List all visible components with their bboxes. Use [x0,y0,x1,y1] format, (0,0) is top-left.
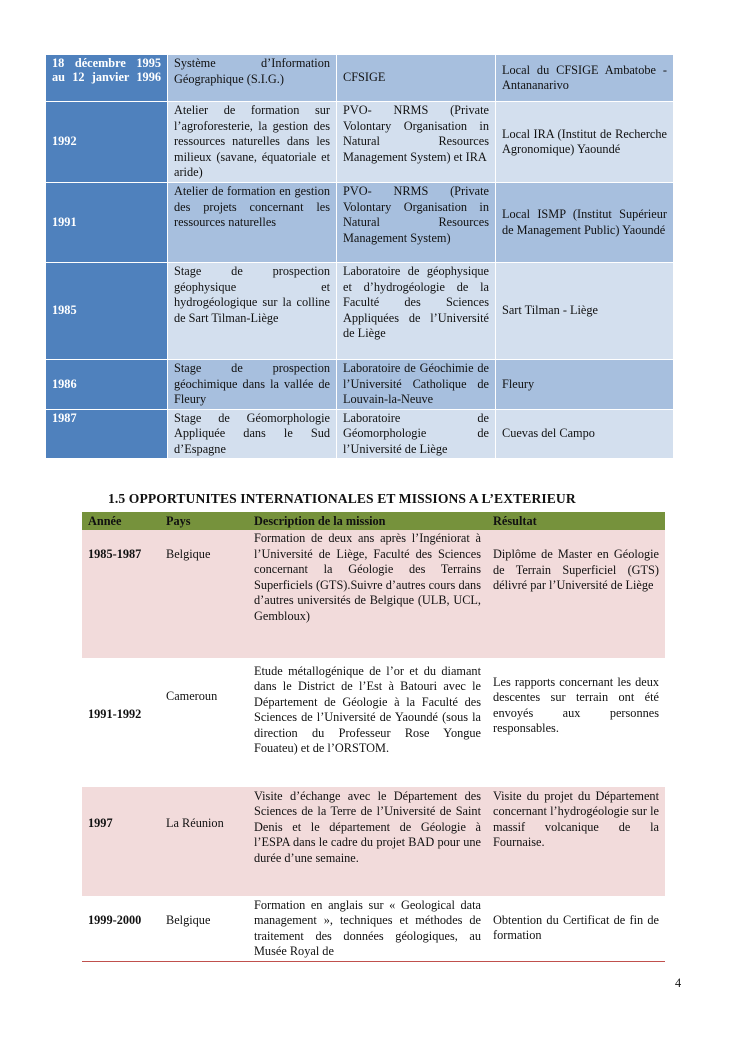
row-activity: Stage de Géomorphologie Appliquée dans le Sud d’Espagne [168,409,337,459]
row-country: La Réunion [160,786,248,896]
row-place: Local IRA (Institut de Recherche Agronomique) Yaoundé [496,102,674,183]
row-year: 1991-1992 [82,658,160,786]
section-heading: 1.5 OPPORTUNITES INTERNATIONALES ET MISSIONS A L’EXTERIEUR [108,491,576,506]
row-result: Diplôme de Master en Géologie de Terrain Superficiel (GTS) délivré par l’Université de Liège [487,530,665,658]
table-row [46,102,674,183]
table-row [46,409,674,459]
row-result: Obtention du Certificat de fin de formation [487,896,665,961]
row-year: 1997 [82,786,160,896]
header-description: Description de la mission [248,512,487,530]
row-result: Les rapports concernant les deux descentes sur terrain ont été envoyés aux personnes responsables. [487,658,665,786]
row-org: Laboratoire de Géochimie de l’Université Catholique de Louvain-la-Neuve [337,360,496,410]
row-place: Sart Tilman - Liège [496,263,674,360]
row-place: Local ISMP (Institut Supérieur de Management Public) Yaoundé [496,183,674,263]
table-row [46,183,674,263]
row-year: 1999-2000 [82,896,160,961]
page-number: 4 [675,976,682,990]
row-date: 18 décembre 1995 au 12 janvier 1996 [46,55,168,102]
row-org: PVO- NRMS (Private Volontary Organisation in Natural Resources Management System) et IRA [337,102,496,183]
row-year: 1985-1987 [82,530,160,658]
row-country: Belgique [160,530,248,658]
row-country: Belgique [160,896,248,961]
row-result: Visite du projet du Département concernant l’hydrogéologie sur le massif volcanique de la Fournaise. [487,786,665,896]
table-row [82,530,665,658]
table-row [46,55,674,102]
header-country: Pays [160,512,248,530]
row-date: 1991 [46,183,168,263]
row-date: 1985 [46,263,168,360]
missions-table [82,512,665,962]
row-org: Laboratoire de géophysique et d’hydrogéologie de la Faculté des Sciences Appliquées de l’Université de Liège [337,263,496,360]
row-org: Laboratoire de Géomorphologie de l’Université de Liège [337,409,496,459]
table-row [82,896,665,961]
row-place: Cuevas del Campo [496,409,674,459]
row-activity: Atelier de formation en gestion des projets concernant les ressources naturelles [168,183,337,263]
row-date: 1992 [46,102,168,183]
table-row [46,263,674,360]
table-header-row [82,512,665,530]
header-result: Résultat [487,512,665,530]
training-table [45,54,674,459]
row-place: Fleury [496,360,674,410]
row-place: Local du CFSIGE Ambatobe - Antananarivo [496,55,674,102]
row-date: 1986 [46,360,168,410]
row-activity: Stage de prospection géochimique dans la vallée de Fleury [168,360,337,410]
table-row [82,786,665,896]
header-year: Année [82,512,160,530]
row-org: PVO- NRMS (Private Volontary Organisation in Natural Resources Management System) [337,183,496,263]
row-description: Etude métallogénique de l’or et du diamant dans le District de l’Est à Batouri avec le Département de Géologie à la Faculté des Sciences de l’Université de Yaoundé (sous la direction du Professeur Rose Yongue Fouateu) et de l’ORSTOM. [248,658,487,786]
table-row [46,360,674,410]
row-org: CFSIGE [337,55,496,102]
row-activity: Atelier de formation sur l’agroforesterie, la gestion des ressources naturelles dans les milieux (savane, équatoriale et aride) [168,102,337,183]
row-date: 1987 [46,409,168,459]
row-activity: Stage de prospection géophysique et hydrogéologique sur la colline de Sart Tilman-Liège [168,263,337,360]
row-description: Formation en anglais sur « Geological data management », techniques et méthodes de traitement des données géologiques, au Musée Royal de [248,896,487,961]
row-activity: Système d’Information Géographique (S.I.G.) [168,55,337,102]
table-row [82,658,665,786]
row-description: Visite d’échange avec le Département des Sciences de la Terre de l’Université de Saint Denis et le département de Géologie à l’ESPA dans le cadre du projet BAD pour une durée d’une semaine. [248,786,487,896]
row-description: Formation de deux ans après l’Ingéniorat à l’Université de Liège, Faculté des Sciences concernant la Géologie des Terrains Superficiels (GTS).Suivre d’autres cours dans d’autres universités de Belgique (ULB, UCL, Gembloux) [248,530,487,658]
row-country: Cameroun [160,658,248,786]
